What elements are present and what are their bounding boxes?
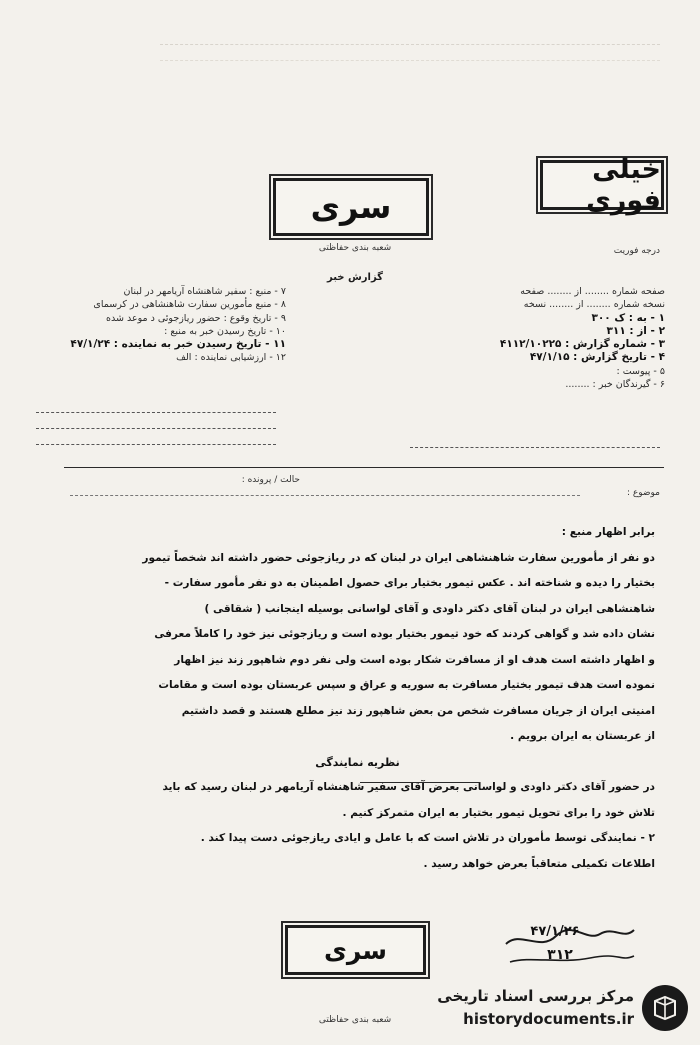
body-paragraph: نموده است هدف تیمور بختیار مسافرت به سوریه و عراق و سپس عربستان بوده است و مقامات	[158, 679, 655, 691]
faint-header-line	[160, 44, 660, 45]
case-label: حالت / پرونده :	[241, 475, 300, 485]
form-dotted-line	[36, 444, 276, 445]
form-right-row: ۳ - شماره گزارش : ۴۱۱۲/۱۰۲۲۵	[499, 338, 665, 351]
form-right-row: نسخه شماره ........ از ........ نسخه	[523, 299, 665, 311]
body-paragraph: ۲ - نمایندگی توسط مأموران در تلاش است که با عامل و ایادی ریازجوئی دست پیدا کند .	[200, 832, 655, 844]
form-dotted-line	[36, 428, 276, 429]
classification-stamp	[273, 178, 429, 236]
form-left	[36, 285, 286, 365]
section-label: شعبه بندی حفاظتی	[318, 243, 392, 253]
watermark-org-name: مرکز بررسی اسناد تاریخی	[437, 987, 634, 1005]
form-left-row: ۱۲ - ارزشیابی نماینده : الف	[176, 352, 286, 364]
form-right-row: صفحه شماره ........ از ........ صفحه	[520, 286, 665, 297]
body-paragraph: و اظهار داشته است هدف او از مسافرت شکار بوده است ولی نفر دوم شاهپور زند نیز اظهار	[174, 653, 655, 666]
body-paragraph: اطلاعات تکمیلی متعاقباً بعرض خواهد رسید .	[423, 857, 655, 870]
watermark-url: historydocuments.ir	[463, 1010, 634, 1028]
section-title: نظریه نمایندگی	[315, 755, 400, 769]
watermark	[430, 983, 692, 1039]
body-paragraph: امنیتی ایران از جریان مسافرت شخص من بعض شاهپور زند نیز مطلع هستند و قصد داشتیم	[181, 704, 655, 717]
urgency-label: درجه فوریت	[613, 246, 660, 256]
separator-rule	[64, 467, 664, 468]
section-title-underline	[360, 782, 480, 783]
body-paragraph: شاهنشاهی ایران در لبنان آقای دکتر داودی و آقای لواسانی بوسیله اینجانب ( شقاقی )	[204, 602, 655, 615]
form-left-row: ۹ - تاریخ وقوع : حضور ریازجوئی د موعد شده	[106, 312, 286, 324]
form-dotted-line	[36, 412, 276, 413]
subject-label: موضوع :	[626, 488, 660, 498]
archive-logo-icon	[642, 985, 688, 1031]
footer-section-label: شعبه بندی حفاظتی	[318, 1015, 392, 1025]
handwritten-number: ۳۱۲	[547, 947, 573, 963]
body-paragraph: بختیار را دیده و شناخته اند . عکس تیمور بختیار برای حصول اطمینان به دو نفر مأمور سفارت -	[164, 577, 655, 589]
report-body	[60, 520, 655, 877]
form-dotted-line	[410, 447, 660, 448]
form-right-row: ۲ - از : ۳۱۱	[606, 324, 665, 337]
body-paragraph: دو نفر از مأمورین سفارت شاهنشاهی ایران در لبنان که در ریازجوئی حضور داشته اند شخصاً تیمور	[142, 551, 655, 564]
body-paragraph: نشان داده شد و گواهی کردند که خود تیمور بختیار بوده است و ریازجوئی نیز خود را کاملاً معرفی	[154, 628, 655, 640]
form-left-row: ۷ - منبع : سفیر شاهنشاه آریامهر در لبنان	[123, 286, 286, 297]
form-right-row: ۱ - به : ک ۳۰۰	[591, 311, 665, 324]
footer-classification-stamp-text: سری	[323, 935, 388, 965]
faint-header-line	[160, 60, 660, 61]
subject-line	[70, 495, 580, 496]
report-title: گزارش خبر	[326, 272, 383, 283]
urgency-stamp-text: خیلی فوری	[586, 154, 661, 216]
form-right-row: ۶ - گیرندگان خبر : ........	[565, 379, 665, 391]
form-left-row: ۸ - منبع مأمورین سفارت شاهنشاهی در کرسمای	[93, 299, 286, 311]
footer-classification-stamp	[285, 925, 426, 975]
form-right	[410, 285, 665, 391]
form-left-row: ۱۰ - تاریخ رسیدن خبر به منبع :	[164, 325, 286, 337]
form-right-row: ۴ - تاریخ گزارش : ۴۷/۱/۱۵	[529, 351, 665, 364]
urgency-stamp	[540, 154, 664, 216]
body-paragraph: تلاش خود را برای تحویل تیمور بختیار به ایران متمرکز کنیم .	[342, 806, 655, 819]
body-paragraph: از عربستان به ایران برویم .	[510, 730, 655, 742]
handwritten-date: ۴۷/۱/۲۶	[530, 924, 580, 939]
body-paragraph: برابر اظهار منبع :	[561, 526, 655, 538]
form-right-row: ۵ - پیوست :	[616, 365, 665, 377]
classification-stamp-text: سری	[310, 188, 392, 226]
body-paragraph: در حضور آقای دکتر داودی و لواسانی بعرض آقای سفیر شاهنشاه آریامهر در لبنان رسید که باید	[162, 781, 655, 793]
form-left-row: ۱۱ - تاریخ رسیدن خبر به نماینده : ۴۷/۱/۲۴	[70, 338, 286, 351]
